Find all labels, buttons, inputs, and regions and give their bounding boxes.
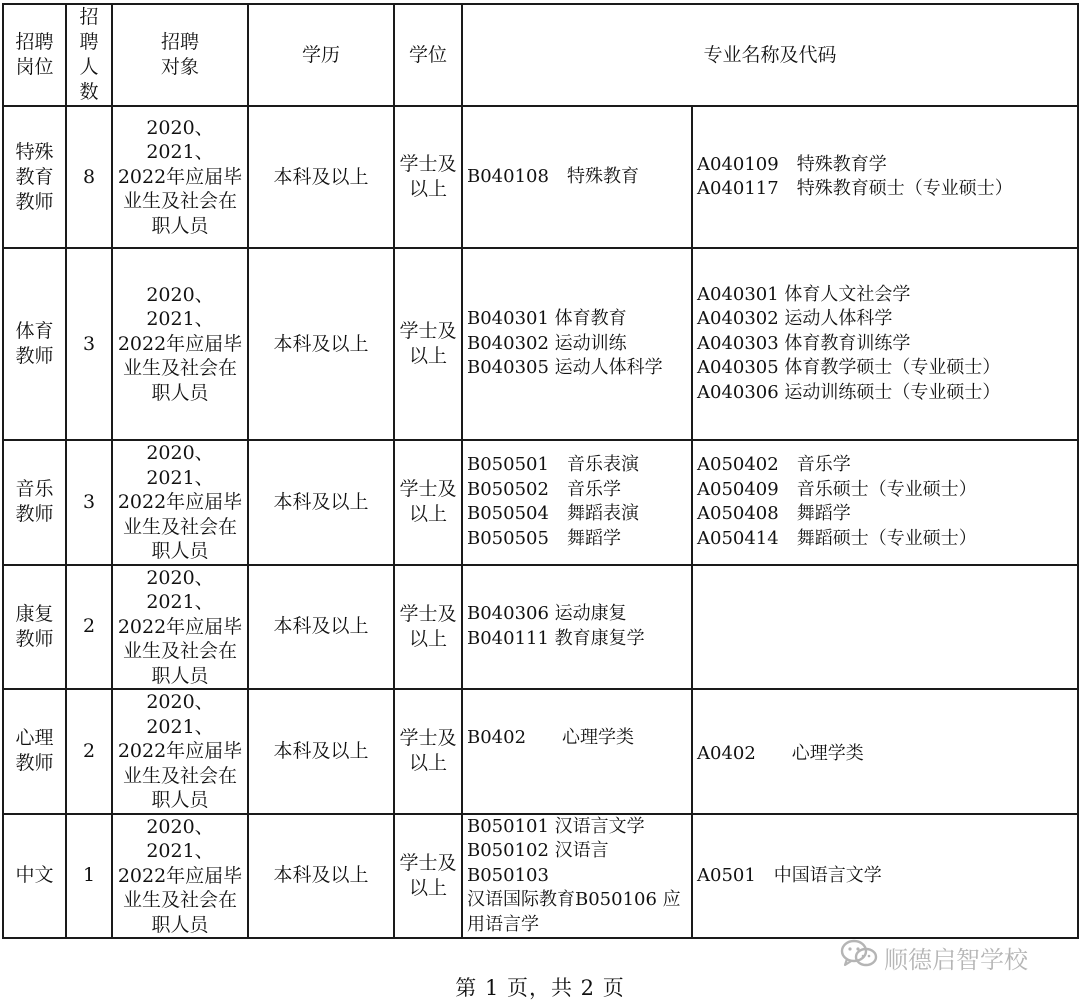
bachelor-majors-cell: B040108 特殊教育 — [462, 106, 692, 248]
table-row — [3, 248, 1078, 440]
degree-cell: 学士及 以上 — [394, 106, 462, 248]
count-cell: 2 — [66, 689, 112, 814]
post-cell: 心理 教师 — [3, 689, 66, 814]
bachelor-majors-cell: B040306 运动康复 B040111 教育康复学 — [462, 565, 692, 690]
count-cell: 2 — [66, 565, 112, 690]
table-row — [3, 814, 1078, 939]
education-cell: 本科及以上 — [248, 248, 394, 440]
education-cell: 本科及以上 — [248, 814, 394, 939]
target-cell: 2020、2021、 2022年应届毕 业生及社会在 职人员 — [112, 440, 248, 565]
post-cell: 体育 教师 — [3, 248, 66, 440]
post-cell: 特殊 教育 教师 — [3, 106, 66, 248]
target-cell: 2020、2021、 2022年应届毕 业生及社会在 职人员 — [112, 248, 248, 440]
count-cell: 3 — [66, 440, 112, 565]
header-post: 招聘 岗位 — [3, 4, 66, 106]
count-cell: 1 — [66, 814, 112, 939]
degree-cell: 学士及 以上 — [394, 565, 462, 690]
header-major: 专业名称及代码 — [462, 4, 1078, 106]
header-target: 招聘 对象 — [112, 4, 248, 106]
target-cell: 2020、2021、 2022年应届毕 业生及社会在 职人员 — [112, 689, 248, 814]
bachelor-majors-cell: B0402 心理学类 — [462, 689, 692, 814]
post-cell: 音乐 教师 — [3, 440, 66, 565]
post-cell: 康复 教师 — [3, 565, 66, 690]
bachelor-majors-cell: B050501 音乐表演 B050502 音乐学 B050504 舞蹈表演 B050505 舞蹈学 — [462, 440, 692, 565]
education-cell: 本科及以上 — [248, 565, 394, 690]
degree-cell: 学士及 以上 — [394, 689, 462, 814]
table-row — [3, 689, 1078, 814]
table-row — [3, 440, 1078, 565]
degree-cell: 学士及 以上 — [394, 814, 462, 939]
page-number: 第 1 页，共 2 页 — [455, 976, 625, 1000]
master-majors-cell: A040301 体育人文社会学 A040302 运动人体科学 A040303 体育教育训练学 A040305 体育教学硕士（专业硕士） A040306 运动训练硕士（专业硕士） — [692, 248, 1078, 440]
count-cell: 8 — [66, 106, 112, 248]
master-majors-cell: A0501 中国语言文学 — [692, 814, 1078, 939]
header-degree: 学位 — [394, 4, 462, 106]
education-cell: 本科及以上 — [248, 689, 394, 814]
watermark-text: 顺德启智学校 — [884, 945, 1028, 974]
target-cell: 2020、2021、 2022年应届毕 业生及社会在 职人员 — [112, 565, 248, 690]
table-row — [3, 106, 1078, 248]
master-majors-cell: A040109 特殊教育学 A040117 特殊教育硕士（专业硕士） — [692, 106, 1078, 248]
master-majors-cell: A050402 音乐学 A050409 音乐硕士（专业硕士） A050408 舞蹈学 A050414 舞蹈硕士（专业硕士） — [692, 440, 1078, 565]
watermark — [840, 938, 1055, 976]
degree-cell: 学士及 以上 — [394, 440, 462, 565]
header-count: 招聘 人数 — [66, 4, 112, 106]
master-majors-cell: A0402 心理学类 — [692, 689, 1078, 814]
education-cell: 本科及以上 — [248, 440, 394, 565]
post-cell: 中文 — [3, 814, 66, 939]
recruitment-table — [2, 3, 1079, 939]
header-row — [3, 4, 1078, 106]
target-cell: 2020、2021、 2022年应届毕 业生及社会在 职人员 — [112, 106, 248, 248]
bachelor-majors-cell: B050101 汉语言文学 B050102 汉语言 B050103 汉语国际教育B050106 应 用语言学 — [462, 814, 692, 939]
degree-cell: 学士及 以上 — [394, 248, 462, 440]
education-cell: 本科及以上 — [248, 106, 394, 248]
target-cell: 2020、2021、 2022年应届毕 业生及社会在 职人员 — [112, 814, 248, 939]
table-row — [3, 565, 1078, 690]
master-majors-cell — [692, 565, 1078, 690]
header-education: 学历 — [248, 4, 394, 106]
bachelor-majors-cell: B040301 体育教育 B040302 运动训练 B040305 运动人体科学 — [462, 248, 692, 440]
count-cell: 3 — [66, 248, 112, 440]
wechat-icon — [840, 939, 878, 975]
